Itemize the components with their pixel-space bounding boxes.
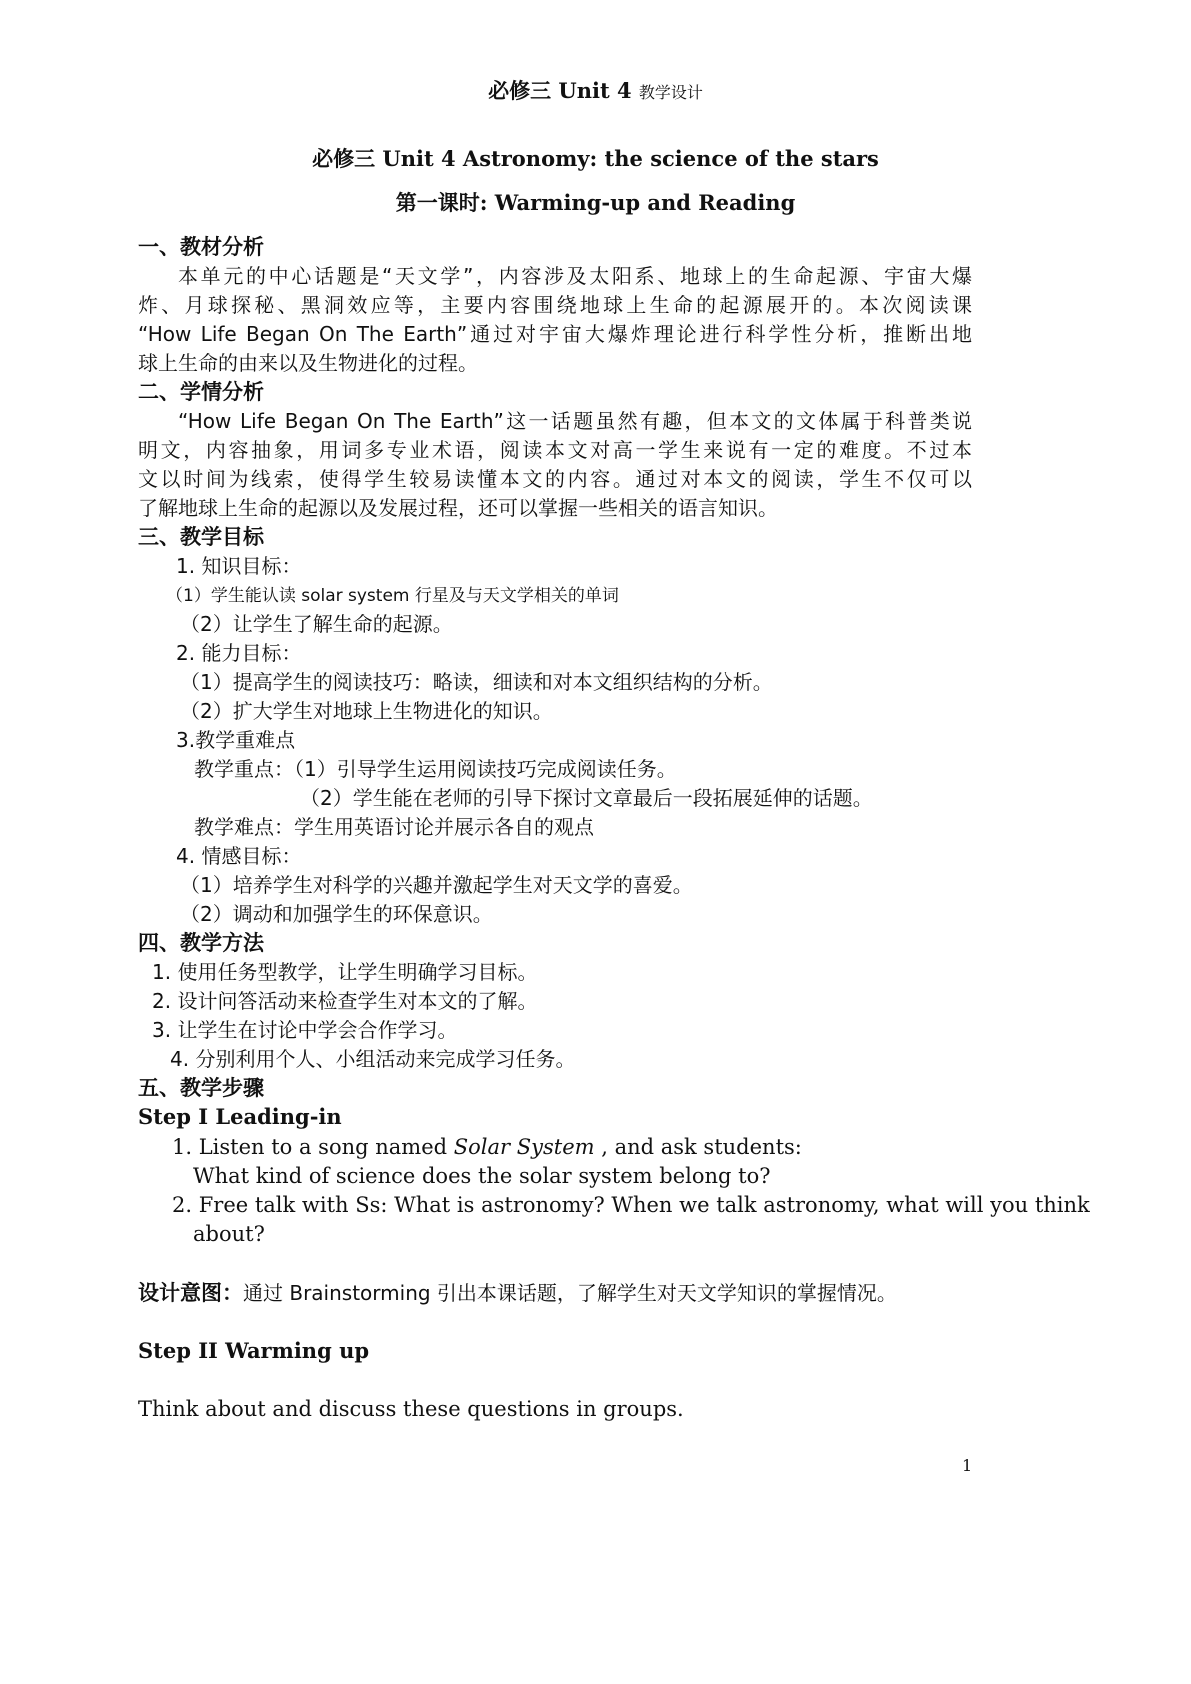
objective-line: 1. 知识目标： bbox=[176, 554, 302, 578]
document-title-suffix: 教学设计 bbox=[638, 83, 703, 102]
step-item-text: 1. Listen to a song named bbox=[172, 1135, 454, 1159]
objective-line: （1）学生能认读 solar system 行星及与天文学相关的单词 bbox=[166, 586, 619, 606]
section-heading: 三、教学目标 bbox=[138, 525, 264, 549]
design-intent-text: 通过 Brainstorming 引出本课话题，了解学生对天文学知识的掌握情况。 bbox=[243, 1281, 897, 1305]
step-text: Think about and discuss these questions in groups. bbox=[138, 1397, 684, 1421]
step-item: 2. Free talk with Ss: What is astronomy? When we talk astronomy, what will you think bbox=[172, 1193, 1090, 1217]
paragraph-line: 炸、月球探秘、黑洞效应等，主要内容围绕地球上生命的起源展开的。本次阅读课 bbox=[138, 293, 972, 317]
document-title-main: 必修三 Unit 4 bbox=[488, 78, 632, 103]
design-intent-label: 设计意图： bbox=[138, 1281, 243, 1305]
page-number: 1 bbox=[962, 1456, 973, 1475]
method-line: 2. 设计问答活动来检查学生对本文的了解。 bbox=[152, 989, 538, 1013]
step-title: Step I Leading-in bbox=[138, 1104, 342, 1129]
document-title bbox=[0, 76, 1191, 108]
objective-line: （2）扩大学生对地球上生物进化的知识。 bbox=[180, 699, 553, 723]
method-line: 4. 分别利用个人、小组活动来完成学习任务。 bbox=[170, 1047, 576, 1071]
objective-line: 教学难点：学生用英语讨论并展示各自的观点 bbox=[194, 815, 594, 839]
step-item-text: , and ask students: bbox=[594, 1135, 802, 1159]
step-item bbox=[172, 1132, 802, 1162]
paragraph-line: 本单元的中心话题是“天文学”，内容涉及太阳系、地球上的生命起源、宇宙大爆 bbox=[178, 264, 972, 288]
section-heading: 二、学情分析 bbox=[138, 380, 264, 404]
paragraph-line: 文以时间为线索，使得学生较易读懂本文的内容。通过对本文的阅读，学生不仅可以 bbox=[138, 467, 972, 491]
step-item-continued: about? bbox=[193, 1222, 265, 1246]
method-line: 3. 让学生在讨论中学会合作学习。 bbox=[152, 1018, 458, 1042]
objective-line: 3.教学重难点 bbox=[176, 728, 296, 752]
section-heading: 五、教学步骤 bbox=[138, 1076, 264, 1100]
objective-line: （2）让学生了解生命的起源。 bbox=[180, 612, 453, 636]
step-title: Step II Warming up bbox=[138, 1338, 370, 1363]
unit-subtitle: 必修三 Unit 4 Astronomy: the science of the stars bbox=[312, 146, 879, 171]
step-question: What kind of science does the solar system belong to? bbox=[193, 1164, 771, 1188]
song-title: Solar System bbox=[453, 1135, 595, 1159]
paragraph-line: “How Life Began On The Earth”这一话题虽然有趣，但本文的文体属于科普类说 bbox=[178, 409, 972, 433]
lesson-subtitle: 第一课时: Warming-up and Reading bbox=[395, 190, 796, 215]
paragraph-line: 明文，内容抽象，用词多专业术语，阅读本文对高一学生来说有一定的难度。不过本 bbox=[138, 438, 972, 462]
objective-line: 教学重点：（1）引导学生运用阅读技巧完成阅读任务。 bbox=[194, 757, 677, 781]
objective-line: （2）学生能在老师的引导下探讨文章最后一段拓展延伸的话题。 bbox=[300, 786, 873, 810]
paragraph-line: “How Life Began On The Earth”通过对宇宙大爆炸理论进行科学性分析，推断出地 bbox=[138, 322, 972, 346]
objective-line: 2. 能力目标： bbox=[176, 641, 302, 665]
section-heading: 四、教学方法 bbox=[138, 931, 264, 955]
objective-line: （1）提高学生的阅读技巧：略读，细读和对本文组织结构的分析。 bbox=[180, 670, 773, 694]
objective-line: 4. 情感目标： bbox=[176, 844, 302, 868]
method-line: 1. 使用任务型教学，让学生明确学习目标。 bbox=[152, 960, 538, 984]
section-heading: 一、教材分析 bbox=[138, 235, 264, 259]
paragraph-line: 了解地球上生命的起源以及发展过程，还可以掌握一些相关的语言知识。 bbox=[138, 496, 778, 520]
paragraph-line: 球上生命的由来以及生物进化的过程。 bbox=[138, 351, 478, 375]
objective-line: （1）培养学生对科学的兴趣并激起学生对天文学的喜爱。 bbox=[180, 873, 693, 897]
objective-line: （2）调动和加强学生的环保意识。 bbox=[180, 902, 493, 926]
design-intent bbox=[138, 1278, 897, 1308]
